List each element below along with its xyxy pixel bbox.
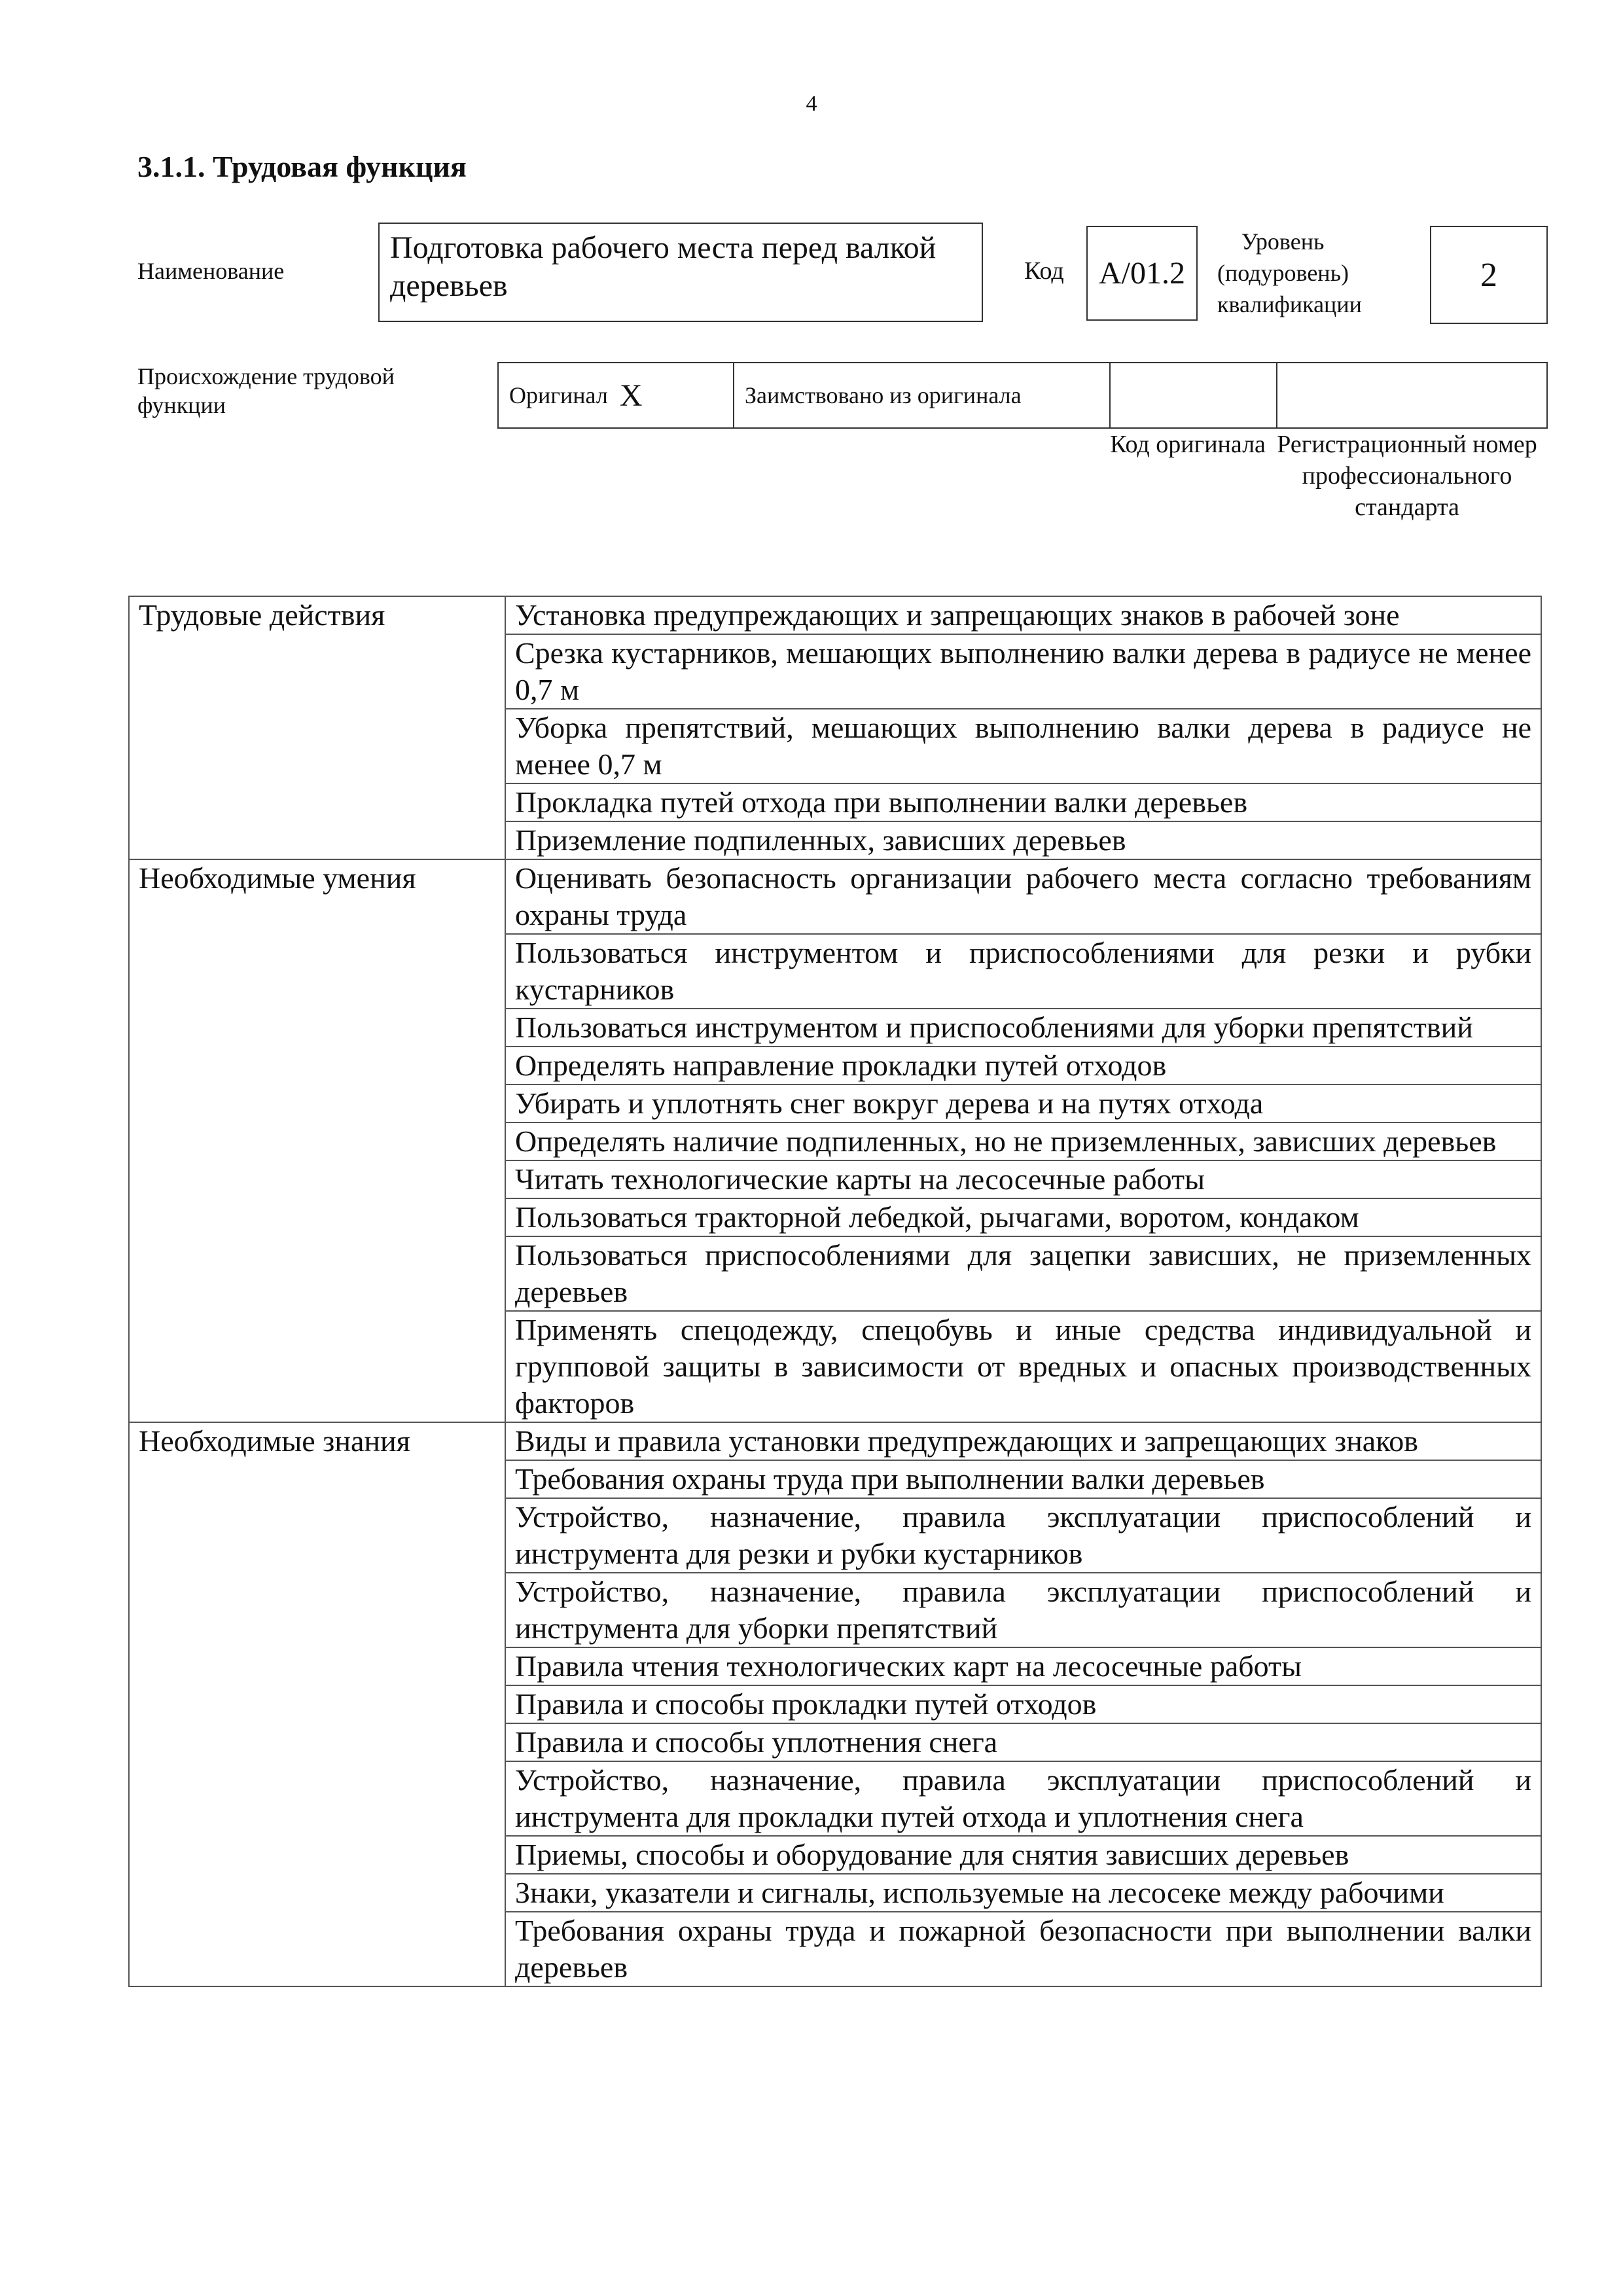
origin-code-cell	[1111, 363, 1277, 427]
section-item: Убирать и уплотнять снег вокруг дерева и на путях отхода	[505, 1085, 1541, 1122]
section-item: Виды и правила установки предупреждающих и запрещающих знаков	[505, 1422, 1541, 1460]
table-row	[129, 1422, 1541, 1460]
section-item: Срезка кустарников, мешающих выполнению валки дерева в радиусе не менее 0,7 м	[505, 634, 1541, 709]
section-item: Применять спецодежду, спецобувь и иные средства индивидуальной и групповой защиты в зависимости от вредных и опасных производственных факторов	[505, 1311, 1541, 1422]
section-title: Необходимые знания	[129, 1422, 505, 1986]
origin-mark: X	[619, 378, 643, 413]
origin-borrowed-cell	[734, 363, 1111, 427]
section-item: Прокладка путей отхода при выполнении валки деревьев	[505, 783, 1541, 821]
function-table	[128, 596, 1542, 1987]
level-label-line: (подуровень)	[1217, 260, 1349, 286]
section-item: Пользоваться инструментом и приспособлениями для уборки препятствий	[505, 1009, 1541, 1047]
section-item: Требования охраны труда при выполнении валки деревьев	[505, 1460, 1541, 1498]
origin-original-label: Оригинал	[509, 382, 608, 408]
section-item: Оценивать безопасность организации рабочего места согласно требованиям охраны труда	[505, 859, 1541, 934]
section-item: Уборка препятствий, мешающих выполнению валки дерева в радиусе не менее 0,7 м	[505, 709, 1541, 783]
section-item: Правила и способы прокладки путей отходов	[505, 1685, 1541, 1723]
section-item: Пользоваться приспособлениями для зацепки зависших, не приземленных деревьев	[505, 1236, 1541, 1311]
section-title: Необходимые умения	[129, 859, 505, 1422]
section-item: Устройство, назначение, правила эксплуатации приспособлений и инструмента для уборки препятствий	[505, 1573, 1541, 1647]
name-value-box: Подготовка рабочего места перед валкой деревьев	[378, 223, 983, 322]
origin-label: Происхождение трудовой функции	[137, 363, 395, 418]
section-item: Требования охраны труда и пожарной безопасности при выполнении валки деревьев	[505, 1912, 1541, 1986]
section-item: Приземление подпиленных, зависших деревьев	[505, 821, 1541, 859]
section-item: Устройство, назначение, правила эксплуатации приспособлений и инструмента для резки и рубки кустарников	[505, 1498, 1541, 1573]
section-item: Определять наличие подпиленных, но не приземленных, зависших деревьев	[505, 1122, 1541, 1160]
section-title: Трудовые действия	[129, 596, 505, 859]
section-item: Пользоваться инструментом и приспособлениями для резки и рубки кустарников	[505, 934, 1541, 1009]
section-item: Правила чтения технологических карт на лесосечные работы	[505, 1647, 1541, 1685]
origin-borrowed-label: Заимствовано из оригинала	[745, 382, 1022, 408]
level-label-line: Уровень	[1241, 228, 1325, 255]
section-item: Правила и способы уплотнения снега	[505, 1723, 1541, 1761]
table-row	[129, 596, 1541, 634]
code-label: Код	[1024, 257, 1064, 285]
section-item: Знаки, указатели и сигналы, используемые на лесосеке между рабочими	[505, 1874, 1541, 1912]
level-label	[1217, 226, 1362, 320]
level-value-box: 2	[1430, 226, 1548, 324]
page-number: 4	[806, 92, 817, 116]
section-item: Пользоваться тракторной лебедкой, рычагами, воротом, кондаком	[505, 1198, 1541, 1236]
caption-code: Код оригинала	[1110, 431, 1266, 458]
section-item: Читать технологические карты на лесосечные работы	[505, 1160, 1541, 1198]
table-row	[129, 859, 1541, 934]
section-item: Определять направление прокладки путей отходов	[505, 1047, 1541, 1085]
name-label: Наименование	[137, 258, 285, 284]
level-label-line: квалификации	[1217, 291, 1362, 317]
section-heading: 3.1.1. Трудовая функция	[137, 150, 467, 183]
section-item: Установка предупреждающих и запрещающих знаков в рабочей зоне	[505, 596, 1541, 634]
origin-row	[497, 362, 1548, 429]
origin-original-cell	[499, 363, 734, 427]
caption-reg: Регистрационный номер профессионального стандарта	[1277, 431, 1537, 521]
section-item: Устройство, назначение, правила эксплуатации приспособлений и инструмента для прокладки путей отхода и уплотнения снега	[505, 1761, 1541, 1836]
origin-reg-cell	[1277, 363, 1546, 427]
code-value-box: А/01.2	[1086, 226, 1198, 321]
section-item: Приемы, способы и оборудование для снятия зависших деревьев	[505, 1836, 1541, 1874]
